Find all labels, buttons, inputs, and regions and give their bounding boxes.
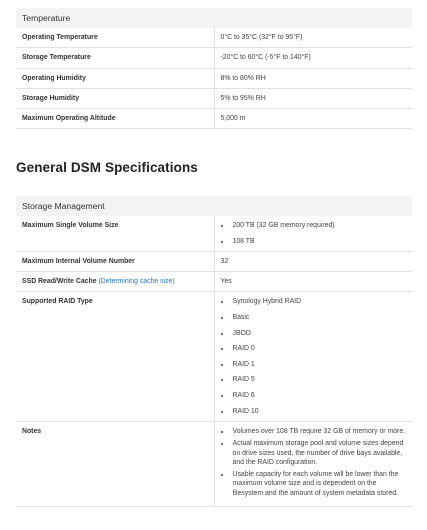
table-row [16, 68, 412, 88]
spec-label: Maximum Internal Volume Number [16, 251, 214, 271]
table-row [16, 28, 412, 48]
list-item: • JBOD [231, 329, 407, 338]
bullet-list [221, 427, 407, 498]
list-item: • Volumes over 108 TB require 32 GB of memory or more. [231, 427, 407, 436]
list-item: • RAID 10 [231, 407, 407, 416]
table-row [16, 109, 412, 129]
spec-label: Operating Humidity [16, 68, 214, 88]
spec-value: 5,000 m [214, 109, 412, 129]
table-row [16, 292, 412, 421]
determining-cache-size-link[interactable]: (Determining cache size) [98, 278, 175, 286]
ssd-cache-label: SSD Read/Write Cache [22, 278, 97, 286]
list-item: • Actual maximum storage pool and volume sizes depend on drive sizes used, the number of drive bays available, and the RAID configuration. [231, 439, 407, 467]
table-row [16, 48, 412, 68]
spec-value: 0°C to 35°C (32°F to 95°F) [214, 28, 412, 48]
spec-value: -20°C to 60°C (-5°F to 140°F) [214, 48, 412, 68]
list-item: • Usable capacity for each volume will be lower than the maximum volume size and is dependent on the filesystem and the amount of system metadata stored. [231, 470, 407, 498]
list-item: • 200 TB (32 GB memory required) [231, 221, 407, 230]
spec-label: Storage Temperature [16, 48, 214, 68]
bullet-list [221, 297, 407, 415]
spec-label: Operating Temperature [16, 28, 214, 48]
list-item: • RAID 1 [231, 360, 407, 369]
spec-label [16, 272, 214, 292]
spec-label: Maximum Operating Altitude [16, 109, 214, 129]
list-item: • Basic [231, 313, 407, 322]
spec-value [214, 421, 412, 506]
temperature-table [16, 8, 412, 129]
spec-value: 8% to 80% RH [214, 68, 412, 88]
list-item: • Synology Hybrid RAID [231, 297, 407, 306]
general-dsm-heading: General DSM Specifications [16, 160, 198, 175]
bullet-list [221, 221, 407, 246]
table-row [16, 272, 412, 292]
spec-label: Maximum Single Volume Size [16, 216, 214, 251]
table-row [16, 421, 412, 506]
spec-label: Storage Humidity [16, 88, 214, 108]
temperature-section-header: Temperature [16, 8, 412, 28]
spec-label: Supported RAID Type [16, 292, 214, 421]
spec-value: 32 [214, 251, 412, 271]
spec-label: Notes [16, 421, 214, 506]
list-item: • RAID 0 [231, 344, 407, 353]
storage-section-header: Storage Management [16, 196, 412, 216]
table-row [16, 216, 412, 251]
spec-value: 5% to 95% RH [214, 88, 412, 108]
spec-value: Yes [214, 272, 412, 292]
list-item: • RAID 5 [231, 375, 407, 384]
table-row [16, 88, 412, 108]
table-row [16, 251, 412, 271]
spec-value [214, 216, 412, 251]
list-item: • 108 TB [231, 237, 407, 246]
list-item: • RAID 6 [231, 391, 407, 400]
spec-value [214, 292, 412, 421]
storage-table [16, 196, 412, 507]
